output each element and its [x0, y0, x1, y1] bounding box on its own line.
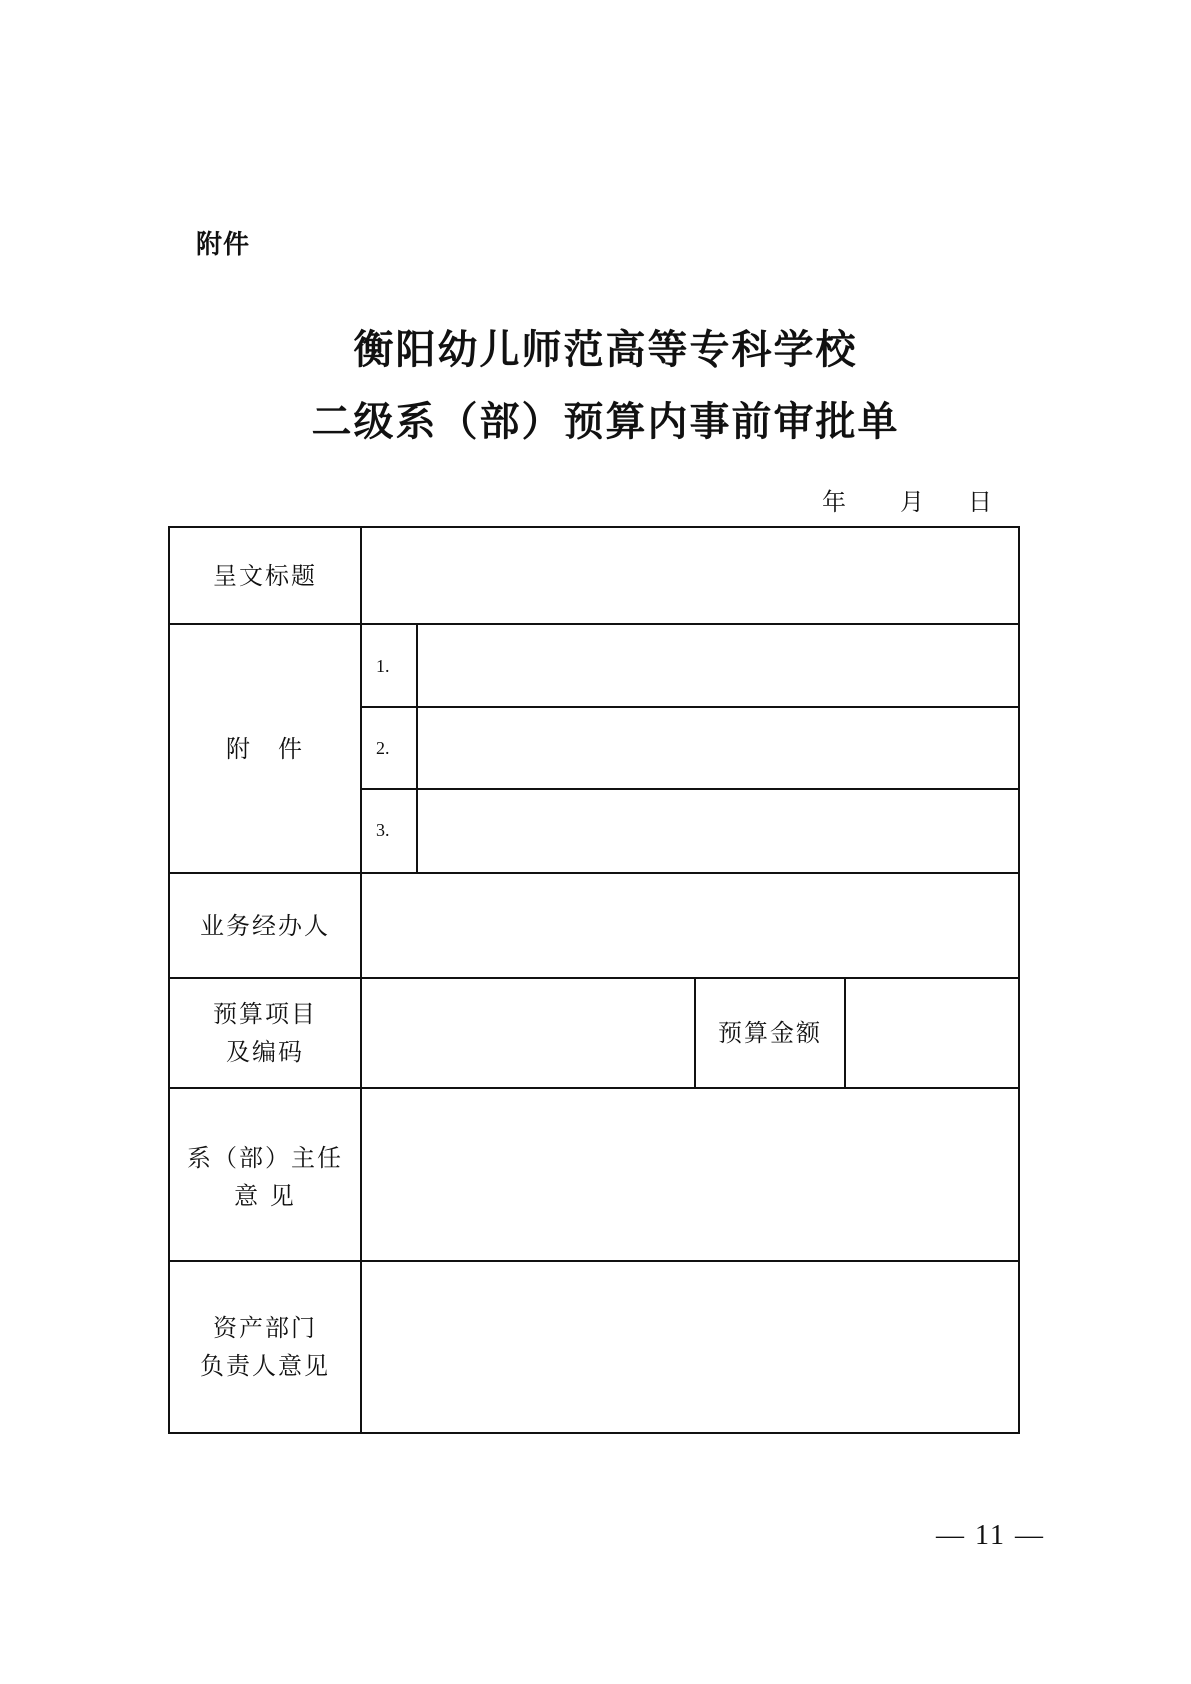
attachment-item-2-field[interactable] — [418, 708, 1018, 788]
asset-dept-opinion-field[interactable] — [362, 1262, 1018, 1432]
handler-text: 业务经办人 — [200, 911, 330, 940]
attachments-text: 附 件 — [226, 734, 304, 763]
attachment-item-1-field[interactable] — [418, 625, 1018, 706]
dept-head-opinion-text-line2: 意 见 — [234, 1182, 296, 1210]
handler-field[interactable] — [362, 874, 1018, 977]
attachment-item-1-number: 1. — [376, 656, 390, 676]
submission-title-field[interactable] — [362, 528, 1018, 623]
attachments-label — [170, 625, 360, 872]
budget-item-label — [170, 979, 360, 1087]
submission-title-text: 呈文标题 — [213, 561, 317, 590]
budget-amount-label — [696, 979, 844, 1087]
asset-dept-opinion-text-line1: 资产部门 — [213, 1314, 317, 1342]
date-year-label: 年 — [822, 488, 846, 516]
attachment-heading: 附件 — [196, 230, 251, 260]
page-number: — 11 — — [936, 1520, 1045, 1551]
date-day-label: 日 — [968, 488, 992, 516]
date-month-label: 月 — [900, 488, 924, 516]
asset-dept-opinion-label — [170, 1262, 360, 1432]
budget-item-field[interactable] — [362, 979, 694, 1087]
dept-head-opinion-label — [170, 1089, 360, 1260]
asset-dept-opinion-text-line2: 负责人意见 — [200, 1352, 330, 1380]
attachment-item-2-number: 2. — [376, 738, 390, 758]
attachment-item-3-field[interactable] — [418, 790, 1018, 872]
budget-amount-field[interactable] — [846, 979, 1018, 1087]
dept-head-opinion-text-line1: 系（部）主任 — [187, 1144, 343, 1172]
budget-item-text-line2: 及编码 — [226, 1038, 304, 1066]
handler-label — [170, 874, 360, 977]
dept-head-opinion-field[interactable] — [362, 1089, 1018, 1260]
approval-form — [168, 526, 1020, 1434]
date-row — [810, 482, 1000, 516]
submission-title-label — [170, 528, 360, 623]
attachment-item-3-number: 3. — [376, 820, 390, 840]
document-title-line2: 二级系（部）预算内事前审批单 — [311, 399, 900, 445]
budget-item-text-line1: 预算项目 — [213, 1000, 317, 1028]
document-title-line1: 衡阳幼儿师范高等专科学校 — [353, 327, 858, 373]
budget-amount-text: 预算金额 — [718, 1019, 822, 1047]
